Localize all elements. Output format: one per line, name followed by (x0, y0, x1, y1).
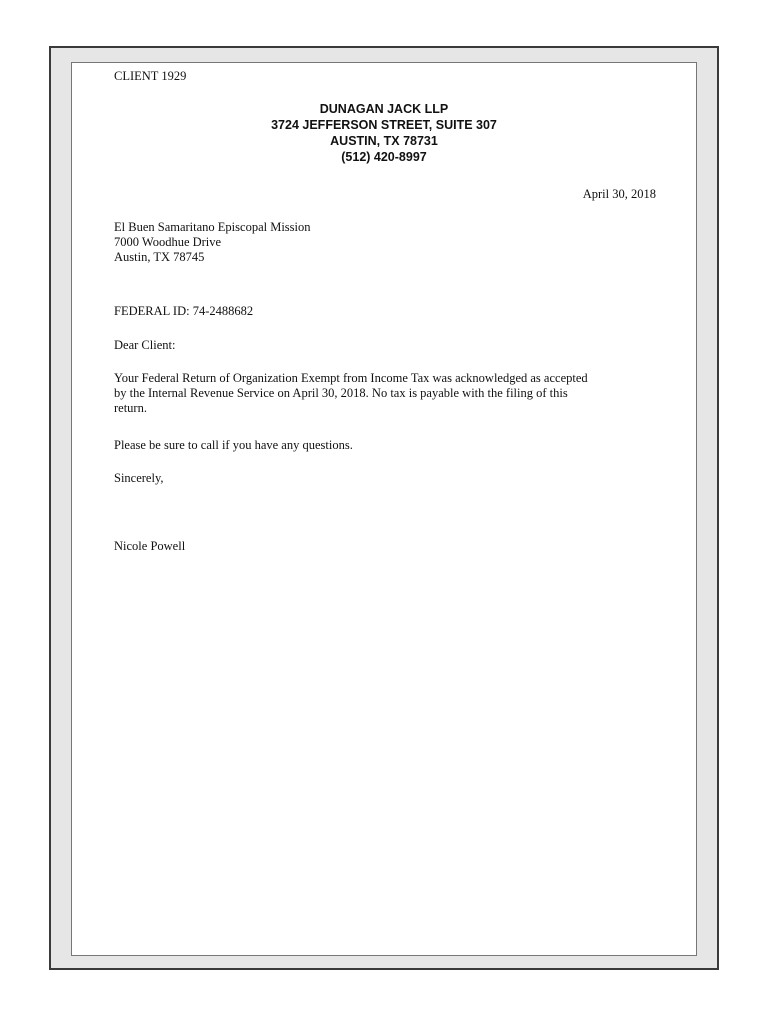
signer-name: Nicole Powell (114, 539, 186, 553)
firm-city: AUSTIN, TX 78731 (330, 134, 438, 148)
federal-id: FEDERAL ID: 74-2488682 (114, 304, 254, 318)
salutation: Dear Client: (114, 338, 176, 352)
firm-letterhead (72, 101, 696, 165)
firm-street: 3724 JEFFERSON STREET, SUITE 307 (271, 118, 497, 132)
client-number: CLIENT 1929 (114, 69, 187, 83)
letter-page (71, 62, 697, 956)
recipient-name: El Buen Samaritano Episcopal Mission (114, 220, 311, 234)
body-line: by the Internal Revenue Service on April 30, 2018. No tax is payable with the filing of this (114, 386, 568, 400)
firm-name: DUNAGAN JACK LLP (319, 102, 449, 116)
closing: Sincerely, (114, 471, 164, 485)
firm-phone: (512) 420-8997 (341, 150, 427, 164)
recipient-city: Austin, TX 78745 (114, 250, 205, 264)
letter-date: April 30, 2018 (582, 187, 656, 201)
questions-line: Please be sure to call if you have any questions. (114, 438, 353, 452)
document-viewer-frame (49, 46, 719, 970)
body-line: Your Federal Return of Organization Exempt from Income Tax was acknowledged as accepted (114, 371, 588, 385)
recipient-address (114, 220, 311, 265)
body-paragraph (114, 371, 659, 416)
recipient-street: 7000 Woodhue Drive (114, 235, 222, 249)
body-line: return. (114, 401, 147, 415)
